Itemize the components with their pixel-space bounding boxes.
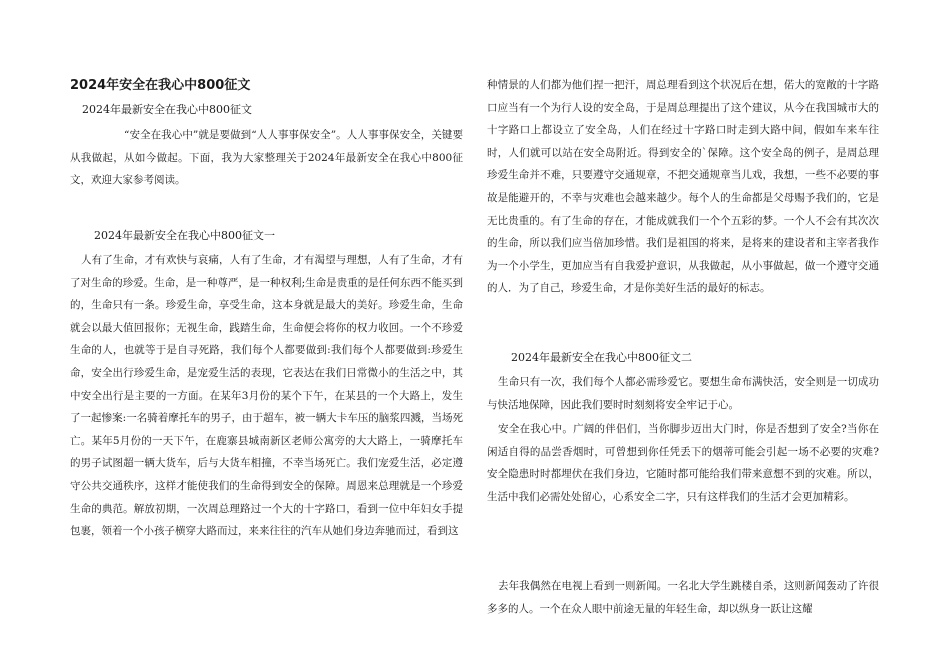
essay-one-paragraph: 人有了生命，才有欢快与哀痛，人有了生命，才有渴望与理想，人有了生命，才有了对生命的珍爱。生命，是一种尊严，是一种权利;生命是贵重的是任何东西不能买到的，生命只有一条。珍爱生命，享受生命，这本身就是最大的美好。珍爱生命，生命就会以最大值回报你；无视生命，践踏生命，生命便会将你的权力收回。一个不珍爱生命的人，也就等于是自寻死路，我们每个人都要做到:我们每个人都要做到:珍爱生命，安全出行珍爱生命，是宠爱生活的表现，它表达在我们日常微小的生活之中，其中安全出行是主要的一方面。在某年3月份的某个下午，在某县的一个大路上，发生了一起惨案:一名骑着摩托车的男子，由于超车，被一辆大卡车压的脑浆四溅，当场死亡。某年5月份的一天下午，在鹿寨县城南新区老师公寓旁的大大路上，一骑摩托车的男子试图超一辆大货车，后与大货车相撞，不幸当场死亡。我们宠爱生活，必定遵守公共交通秩序，这样才能使我们的生命得到安全的保障。周恩来总理就是一个珍爱生命的典范。解放初期，一次周总理路过一个大的十字路口，看到一位中年妇女手提包裹，领着一个小孩子横穿大路而过，来来往往的汽车从她们身边奔驰而过，看到这 [70,254,463,538]
intro-paragraph: “安全在我心中”就是要做到“人人事事保安全”。人人事事保安全，关键要从我做起，从如今做起。下面，我为大家整理关于2024年最新安全在我心中800征文，欢迎大家参考阅读。 [70,129,463,187]
document-title: 2024年安全在我心中800征文 [70,78,251,93]
essay-one-continuation: 种情景的人们都为他们捏一把汗，周总理看到这个状况后在想，偌大的宽敞的十字路口应当有一个为行人设的安全岛，于是周总理提出了这个建议，从今在我国城市大的十字路口上都设立了安全岛，人们在经过十字路口时走到大路中间，假如车来车往时，人们就可以站在安全岛附近。得到安全的`保障。这个安全岛的例子，是周总理珍爱生命并不难，只要遵守交通规章，不把交通规章当儿戏，我想，一些不必要的事故是能避开的，不幸与灾难也会越来越少。每个人的生命都是父母赐予我们的，它是无比贵重的。有了生命的存在，才能成就我们一个个五彩的梦。一个人不会有其次次的生命，所以我们应当倍加珍惜。我们是祖国的将来，是将来的建设者和主宰者我作为一个小学生，更加应当有自我爱护意识，从我做起，从小事做起，做一个遵守交通的人．为了自己，珍爱生命，才是你美好生活的最好的标志。 [487,79,879,295]
essay-two-paragraph-2: 安全在我心中。广阔的伴侣们，当你脚步迈出大门时，你是否想到了安全?当你在闲适自得的品尝香烟时，可曾想到你任凭丢下的烟蒂可能会引起一场不必要的灾难?安全隐患时时都埋伏在我们身边，它随时都可能给我们带来意想不到的灾难。所以，生活中我们必需处处留心，心系安全二字，只有这样我们的生活才会更加精彩。 [487,423,879,503]
essay-two-paragraph-3: 去年我偶然在电视上看到一则新闻。一名北大学生跳楼自杀，这则新闻轰动了许很多多的人。一个在众人眼中前途无量的年轻生命，却以纵身一跃让这耀 [487,580,879,615]
essay-one-heading: 2024年最新安全在我心中800征文一 [94,229,275,242]
essay-two-heading: 2024年最新安全在我心中800征文二 [511,351,692,364]
document-subtitle: 2024年最新安全在我心中800征文 [82,103,252,116]
essay-two-paragraph-1: 生命只有一次，我们每个人都必需珍爱它。要想生命布满快活，安全则是一切成功与快活地保障，因此我们要时时刻刻将安全牢记于心。 [487,376,879,411]
